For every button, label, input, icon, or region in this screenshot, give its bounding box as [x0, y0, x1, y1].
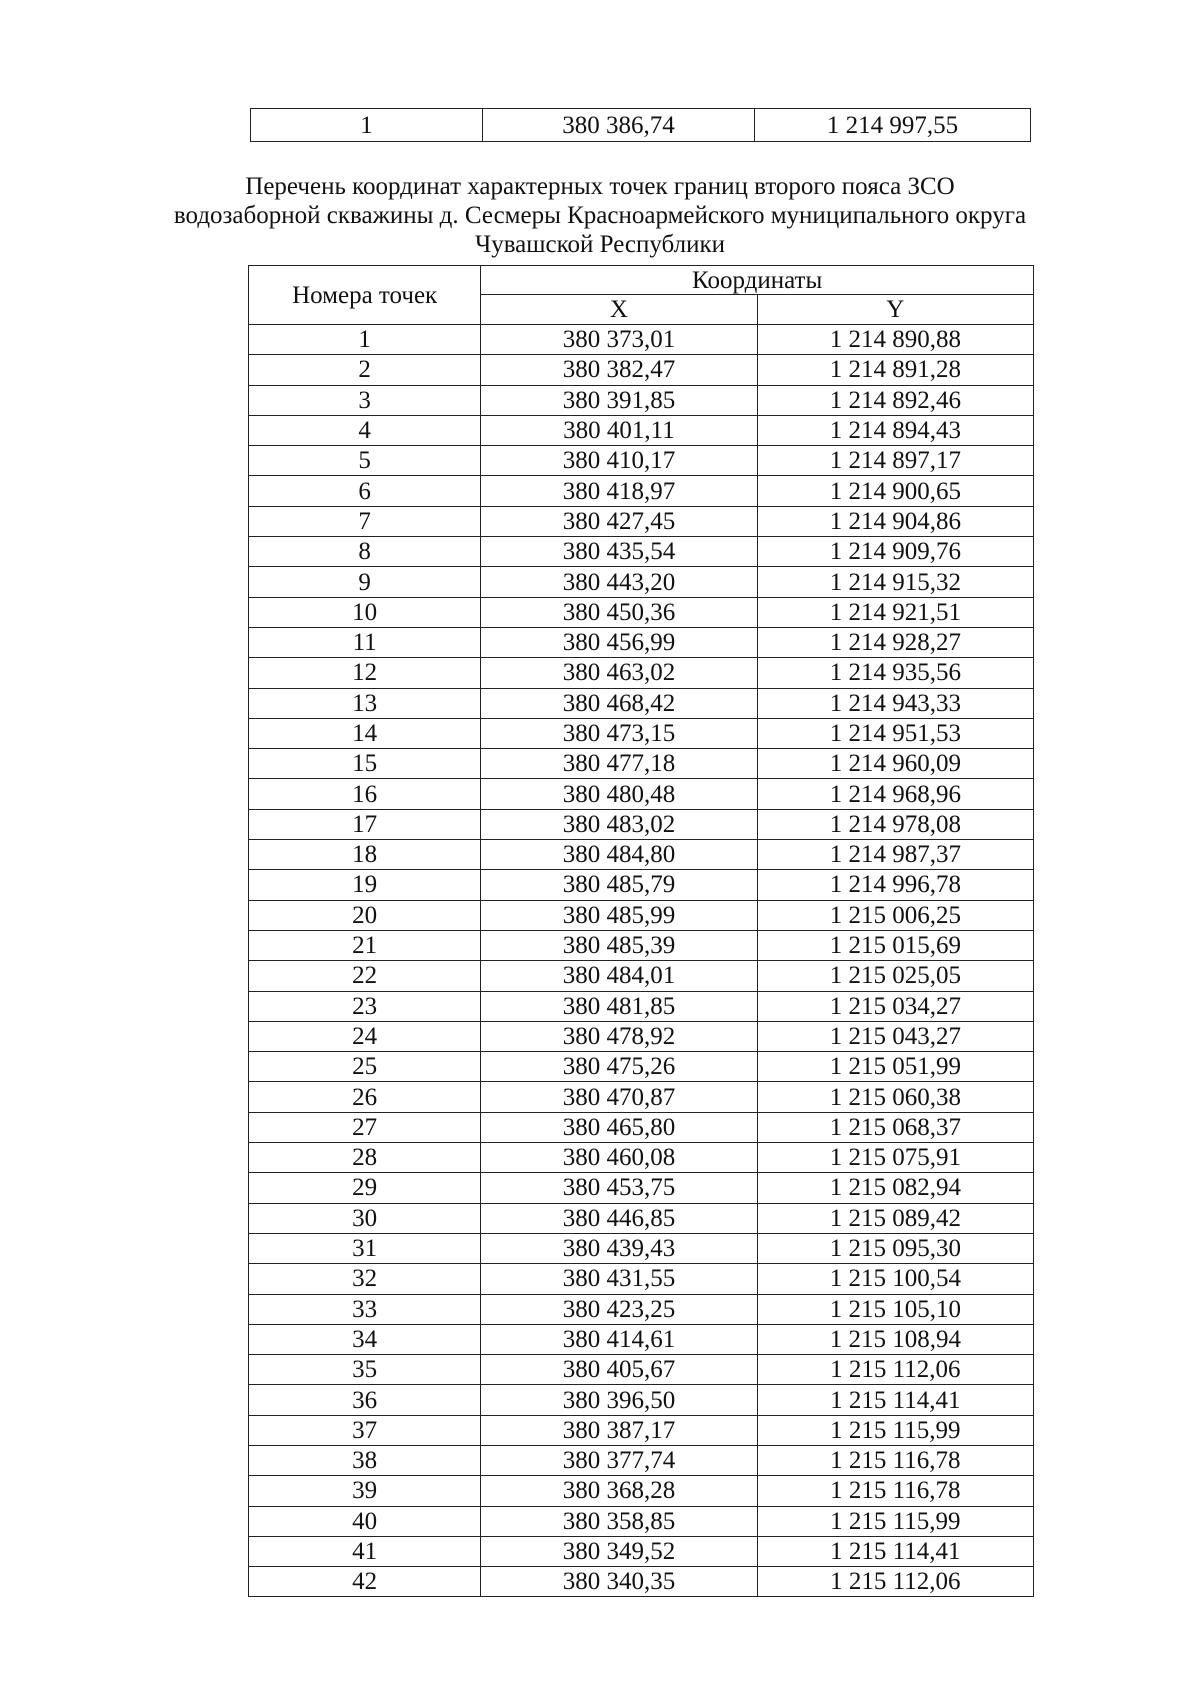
header-y: Y	[757, 295, 1033, 325]
table-row	[249, 870, 1034, 900]
point-number: 8	[249, 537, 481, 567]
coord-y: 1 215 034,27	[757, 991, 1033, 1021]
coord-y: 1 214 904,86	[757, 506, 1033, 536]
coord-y: 1 215 082,94	[757, 1173, 1033, 1203]
coord-x: 380 478,92	[481, 1021, 757, 1051]
table-row	[249, 355, 1034, 385]
coord-x: 380 480,48	[481, 779, 757, 809]
point-number: 16	[249, 779, 481, 809]
point-number: 7	[249, 506, 481, 536]
coord-y: 1 214 987,37	[757, 840, 1033, 870]
point-number: 1	[249, 325, 481, 355]
coord-y: 1 215 116,78	[757, 1476, 1033, 1506]
coord-y: 1 215 108,94	[757, 1324, 1033, 1354]
table-row	[249, 415, 1034, 445]
coordinates-table	[248, 265, 1034, 1597]
coord-y: 1 215 089,42	[757, 1203, 1033, 1233]
point-number: 38	[249, 1445, 481, 1475]
table-row	[249, 1203, 1034, 1233]
table-row	[249, 1415, 1034, 1445]
coord-x: 380 423,25	[481, 1294, 757, 1324]
point-number: 10	[249, 597, 481, 627]
point-number: 29	[249, 1173, 481, 1203]
coord-x: 380 391,85	[481, 385, 757, 415]
coord-y: 1 214 978,08	[757, 809, 1033, 839]
point-number: 23	[249, 991, 481, 1021]
coord-y: 1 215 015,69	[757, 930, 1033, 960]
section-title	[150, 172, 1050, 259]
coord-x: 380 484,01	[481, 961, 757, 991]
coord-x: 380 483,02	[481, 809, 757, 839]
coord-x: 380 485,99	[481, 900, 757, 930]
coord-y: 1 215 105,10	[757, 1294, 1033, 1324]
point-number: 19	[249, 870, 481, 900]
coord-y: 1 215 051,99	[757, 1052, 1033, 1082]
coord-y: 1 214 909,76	[757, 537, 1033, 567]
point-number: 24	[249, 1021, 481, 1051]
table-row	[249, 900, 1034, 930]
table-row	[249, 779, 1034, 809]
table-row	[249, 658, 1034, 688]
table-row	[249, 688, 1034, 718]
point-number: 13	[249, 688, 481, 718]
coord-x: 380 382,47	[481, 355, 757, 385]
table-row	[249, 385, 1034, 415]
coord-x: 380 340,35	[481, 1567, 757, 1597]
table-row	[249, 1173, 1034, 1203]
table-row	[249, 1355, 1034, 1385]
coord-x: 380 377,74	[481, 1445, 757, 1475]
coord-x: 380 485,39	[481, 930, 757, 960]
coord-x: 380 456,99	[481, 627, 757, 657]
coord-x: 380 465,80	[481, 1112, 757, 1142]
point-number: 15	[249, 749, 481, 779]
coord-y: 1 214 894,43	[757, 415, 1033, 445]
coord-y: 1 215 068,37	[757, 1112, 1033, 1142]
table-row	[249, 1143, 1034, 1173]
table-row	[249, 1052, 1034, 1082]
table-row	[249, 930, 1034, 960]
coord-y: 1 215 115,99	[757, 1506, 1033, 1536]
header-coordinates: Координаты	[481, 266, 1034, 295]
coord-y: 1 214 897,17	[757, 446, 1033, 476]
coord-y: 1 214 921,51	[757, 597, 1033, 627]
coord-y: 1 214 951,53	[757, 718, 1033, 748]
point-number: 32	[249, 1264, 481, 1294]
coord-y: 1 214 900,65	[757, 476, 1033, 506]
coord-x: 380 446,85	[481, 1203, 757, 1233]
coord-x: 380 463,02	[481, 658, 757, 688]
point-number: 41	[249, 1536, 481, 1566]
title-line: Чувашской Республики	[474, 231, 726, 258]
point-number: 6	[249, 476, 481, 506]
table-row	[249, 446, 1034, 476]
table-row	[249, 749, 1034, 779]
coord-x: 380 475,26	[481, 1052, 757, 1082]
header-x: X	[481, 295, 757, 325]
table-row	[249, 1536, 1034, 1566]
coord-x: 380 387,17	[481, 1415, 757, 1445]
point-number: 30	[249, 1203, 481, 1233]
point-number: 34	[249, 1324, 481, 1354]
point-number: 36	[249, 1385, 481, 1415]
table-row	[249, 597, 1034, 627]
table-row	[249, 1385, 1034, 1415]
coord-x: 380 450,36	[481, 597, 757, 627]
point-number: 31	[249, 1233, 481, 1263]
point-number: 11	[249, 627, 481, 657]
table-row	[249, 1476, 1034, 1506]
point-number: 9	[249, 567, 481, 597]
coord-x: 380 481,85	[481, 991, 757, 1021]
point-number: 5	[249, 446, 481, 476]
table-row	[249, 1264, 1034, 1294]
coord-y: 1 215 006,25	[757, 900, 1033, 930]
point-number: 20	[249, 900, 481, 930]
point-number: 18	[249, 840, 481, 870]
table-row	[249, 537, 1034, 567]
table-row	[249, 1506, 1034, 1536]
coord-x: 380 484,80	[481, 840, 757, 870]
coord-x: 380 485,79	[481, 870, 757, 900]
table-body	[249, 325, 1034, 1597]
coord-y: 1 214 960,09	[757, 749, 1033, 779]
coord-x: 380 473,15	[481, 718, 757, 748]
coord-y: 1 215 112,06	[757, 1567, 1033, 1597]
coord-y: 1 214 915,32	[757, 567, 1033, 597]
table-row	[249, 1112, 1034, 1142]
continuation-table	[250, 108, 1031, 142]
table-row	[249, 506, 1034, 536]
coord-y: 1 215 116,78	[757, 1445, 1033, 1475]
point-number: 27	[249, 1112, 481, 1142]
point-number: 39	[249, 1476, 481, 1506]
point-number: 40	[249, 1506, 481, 1536]
coord-y: 1 215 095,30	[757, 1233, 1033, 1263]
coord-y: 1 214 968,96	[757, 779, 1033, 809]
point-number: 4	[249, 415, 481, 445]
coord-y: 1 215 100,54	[757, 1264, 1033, 1294]
point-number: 26	[249, 1082, 481, 1112]
title-line: водозаборной скважины д. Сесмеры Красноармейского муниципального округа	[173, 202, 1027, 229]
point-number: 12	[249, 658, 481, 688]
point-number: 25	[249, 1052, 481, 1082]
table-row	[249, 1021, 1034, 1051]
header-row	[249, 266, 1034, 295]
coord-y: 1 214 891,28	[757, 355, 1033, 385]
coord-x: 380 443,20	[481, 567, 757, 597]
coord-x: 380 410,17	[481, 446, 757, 476]
coord-x: 380 373,01	[481, 325, 757, 355]
coord-y: 1 214 997,55	[755, 109, 1031, 142]
point-number: 33	[249, 1294, 481, 1324]
table-row	[249, 991, 1034, 1021]
point-number: 17	[249, 809, 481, 839]
coord-y: 1 214 890,88	[757, 325, 1033, 355]
table-row	[249, 1567, 1034, 1597]
table-row	[249, 1294, 1034, 1324]
coord-y: 1 215 114,41	[757, 1385, 1033, 1415]
coord-x: 380 396,50	[481, 1385, 757, 1415]
coord-x: 380 431,55	[481, 1264, 757, 1294]
table-row	[249, 809, 1034, 839]
coord-x: 380 470,87	[481, 1082, 757, 1112]
point-number: 2	[249, 355, 481, 385]
point-number: 1	[251, 109, 483, 142]
table-row	[251, 109, 1031, 142]
point-number: 21	[249, 930, 481, 960]
coord-y: 1 214 892,46	[757, 385, 1033, 415]
coord-y: 1 215 075,91	[757, 1143, 1033, 1173]
table-row	[249, 1233, 1034, 1263]
title-line: Перечень координат характерных точек границ второго пояса ЗСО	[245, 173, 955, 200]
table-row	[249, 627, 1034, 657]
table-row	[249, 476, 1034, 506]
coord-y: 1 215 060,38	[757, 1082, 1033, 1112]
coord-x: 380 414,61	[481, 1324, 757, 1354]
point-number: 28	[249, 1143, 481, 1173]
coord-x: 380 427,45	[481, 506, 757, 536]
table-row	[249, 961, 1034, 991]
table-row	[249, 1445, 1034, 1475]
coord-y: 1 214 935,56	[757, 658, 1033, 688]
coord-x: 380 468,42	[481, 688, 757, 718]
table-row	[249, 567, 1034, 597]
coord-x: 380 439,43	[481, 1233, 757, 1263]
table-row	[249, 1324, 1034, 1354]
point-number: 35	[249, 1355, 481, 1385]
coord-y: 1 215 115,99	[757, 1415, 1033, 1445]
table-row	[249, 840, 1034, 870]
coord-x: 380 418,97	[481, 476, 757, 506]
point-number: 22	[249, 961, 481, 991]
coord-y: 1 215 043,27	[757, 1021, 1033, 1051]
point-number: 37	[249, 1415, 481, 1445]
coord-x: 380 349,52	[481, 1536, 757, 1566]
table-row	[249, 718, 1034, 748]
coord-x: 380 435,54	[481, 537, 757, 567]
point-number: 42	[249, 1567, 481, 1597]
coord-y: 1 215 112,06	[757, 1355, 1033, 1385]
point-number: 14	[249, 718, 481, 748]
coord-x: 380 460,08	[481, 1143, 757, 1173]
coord-y: 1 214 943,33	[757, 688, 1033, 718]
table-row	[249, 1082, 1034, 1112]
table-row	[249, 325, 1034, 355]
coord-x: 380 401,11	[481, 415, 757, 445]
coord-y: 1 214 928,27	[757, 627, 1033, 657]
coord-x: 380 405,67	[481, 1355, 757, 1385]
coord-y: 1 215 025,05	[757, 961, 1033, 991]
coord-x: 380 368,28	[481, 1476, 757, 1506]
header-point-numbers: Номера точек	[249, 266, 481, 325]
coord-x: 380 358,85	[481, 1506, 757, 1536]
point-number: 3	[249, 385, 481, 415]
coord-x: 380 477,18	[481, 749, 757, 779]
coord-y: 1 215 114,41	[757, 1536, 1033, 1566]
coord-x: 380 453,75	[481, 1173, 757, 1203]
coord-y: 1 214 996,78	[757, 870, 1033, 900]
coord-x: 380 386,74	[483, 109, 755, 142]
